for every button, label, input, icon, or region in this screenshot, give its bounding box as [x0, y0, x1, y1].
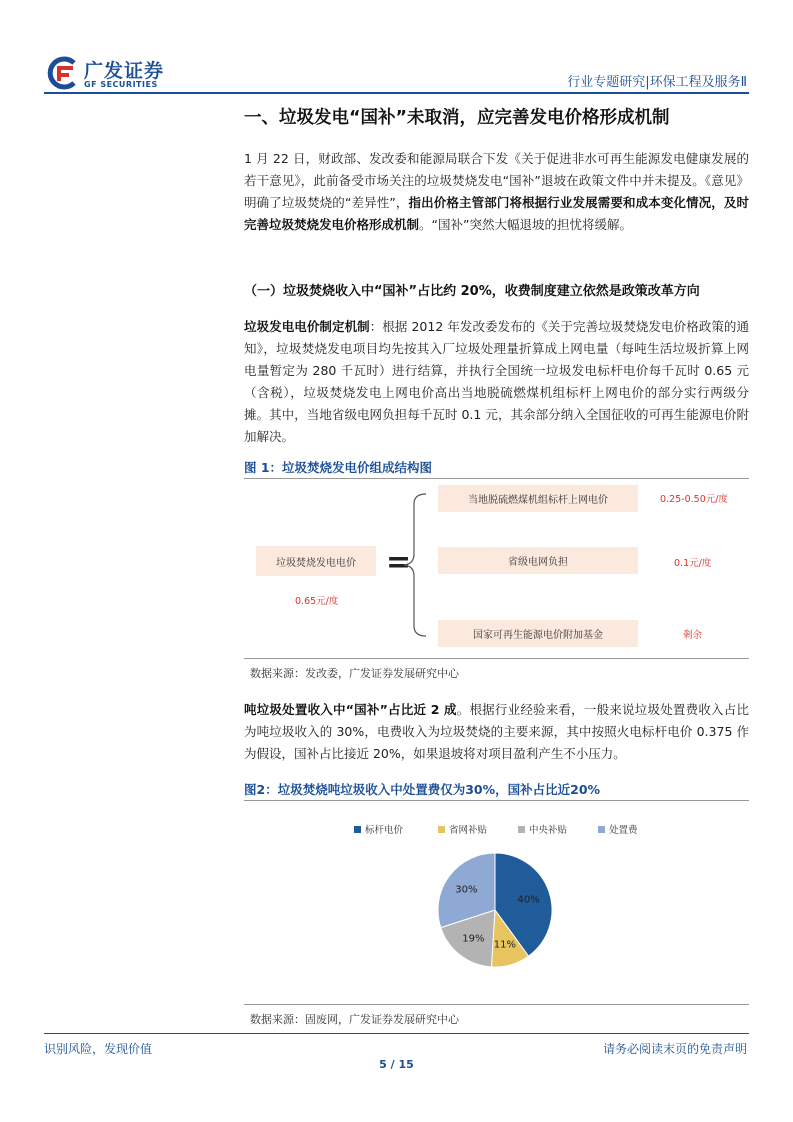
legend-label-central: 中央补贴 [529, 825, 568, 836]
legend-swatch-central [518, 826, 525, 833]
paragraph-pricing-bold: 垃圾发电电价制定机制 [244, 319, 370, 334]
figure1-title: 图 1：垃圾焚烧发电价组成结构图 [244, 460, 433, 475]
component-value-coal: 0.25-0.50元/度 [660, 494, 728, 505]
pie-label-provincial: 11% [493, 939, 516, 951]
paragraph-pricing [244, 316, 749, 448]
page-number: 5 / 15 [379, 1058, 414, 1071]
component-label-provincial: 省级电网负担 [508, 557, 568, 568]
paragraph-subsidy [244, 699, 749, 765]
paragraph-intro [244, 148, 749, 236]
brace-icon [400, 490, 430, 640]
legend-swatch-provincial [438, 826, 445, 833]
brand-name-en: GF SECURITIES [84, 80, 158, 89]
equals-sign: = [386, 545, 412, 580]
figure2-title: 图2：垃圾焚烧吨垃圾收入中处置费仅为30%，国补占比近20% [244, 782, 601, 797]
component-box-national-fund [438, 620, 638, 647]
main-price-label: 垃圾焚烧发电电价 [276, 557, 356, 569]
component-label-national-fund: 国家可再生能源电价附加基金 [473, 630, 603, 641]
footer-slogan: 识别风险，发现价值 [44, 1042, 153, 1056]
section-title: 一、垃圾发电“国补”未取消，应完善发电价格形成机制 [244, 108, 670, 128]
legend-swatch-disposal [598, 826, 605, 833]
figure1-source: 数据来源：发改委，广发证券发展研究中心 [250, 667, 459, 680]
figure1-top-rule [244, 478, 749, 479]
legend-item-disposal [598, 822, 638, 836]
paragraph-intro-text-a: 1 月 22 日，财政部、发改委和能源局联合下发《关于促进非水可再生能源发电健康发展的若干意见》，此前备受市场关注的垃圾焚烧发电“国补”退坡在政策文件中并未提及。《意见》明确了垃圾焚烧的“差异性”， [244, 151, 749, 210]
component-value-provincial: 0.1元/度 [674, 558, 712, 569]
header-divider [44, 92, 749, 94]
footer-disclaimer: 请务必阅读末页的免责声明 [602, 1042, 747, 1056]
component-box-provincial [438, 547, 638, 574]
component-box-coal [438, 485, 638, 512]
main-price-box [256, 546, 376, 576]
figure2-source: 数据来源：固废网，广发证券发展研究中心 [250, 1013, 459, 1026]
figure2-top-rule [244, 800, 749, 801]
subsection-title: （一）垃圾焚烧收入中“国补”占比约 20%，收费制度建立依然是政策改革方向 [244, 284, 700, 299]
component-value-national-fund: 剩余 [683, 630, 703, 641]
component-label-coal: 当地脱硫燃煤机组标杆上网电价 [468, 495, 608, 506]
figure1-bottom-rule [244, 658, 749, 659]
legend-label-benchmark: 标杆电价 [365, 825, 404, 836]
figure2-bottom-rule [244, 1004, 749, 1005]
footer-divider [44, 1033, 749, 1034]
legend-swatch-benchmark [354, 826, 361, 833]
legend-label-provincial: 省网补贴 [449, 825, 488, 836]
brand-name-cn: 广发证券 [84, 60, 165, 82]
pie-label-central: 19% [462, 933, 485, 945]
legend-item-central [518, 822, 567, 836]
pie-label-disposal: 30% [455, 884, 478, 896]
paragraph-subsidy-bold: 吨垃圾处置收入中“国补”占比近 2 成 [244, 702, 457, 717]
pie-chart [430, 845, 560, 975]
paragraph-subsidy-text: 。根据行业经验来看，一般来说垃圾处置费收入占比为吨垃圾收入的 30%，电费收入为垃圾焚烧的主要来源，其中按照火电标杆电价 0.375 作为假设，国补占比接近 20%，如果退坡将对项目盈利产生不小压力。 [244, 702, 749, 761]
paragraph-intro-bold: 指出价格主管部门将根据行业发展需要和成本变化情况，及时完善垃圾焚烧发电价格形成机制 [244, 195, 749, 232]
legend-item-provincial [438, 822, 487, 836]
main-price-value: 0.65元/度 [295, 596, 339, 607]
legend-item-benchmark [354, 822, 403, 836]
legend-label-disposal: 处置费 [609, 825, 638, 836]
gf-logo-icon [44, 56, 78, 90]
paragraph-intro-text-b: 。“国补”突然大幅退坡的担忧将缓解。 [419, 217, 632, 232]
pie-label-benchmark: 40% [517, 894, 540, 906]
report-type: 行业专题研究|环保工程及服务Ⅱ [567, 75, 747, 90]
paragraph-pricing-text: ：根据 2012 年发改委发布的《关于完善垃圾焚烧发电价格政策的通知》，垃圾焚烧发电项目均先按其入厂垃圾处理量折算成上网电量（每吨生活垃圾折算上网电量暂定为 280 千瓦时）进行结算，并执行全国统一垃圾发电标杆电价每千瓦时 0.65 元（含税），垃圾焚烧发电上网电价高出当地脱硫燃煤机组标杆上网电价的部分实行两级分摊。其中，当地省级电网负担每千瓦时 0.1 元，其余部分纳入全国征收的可再生能源电价附加解决。 [244, 319, 749, 444]
